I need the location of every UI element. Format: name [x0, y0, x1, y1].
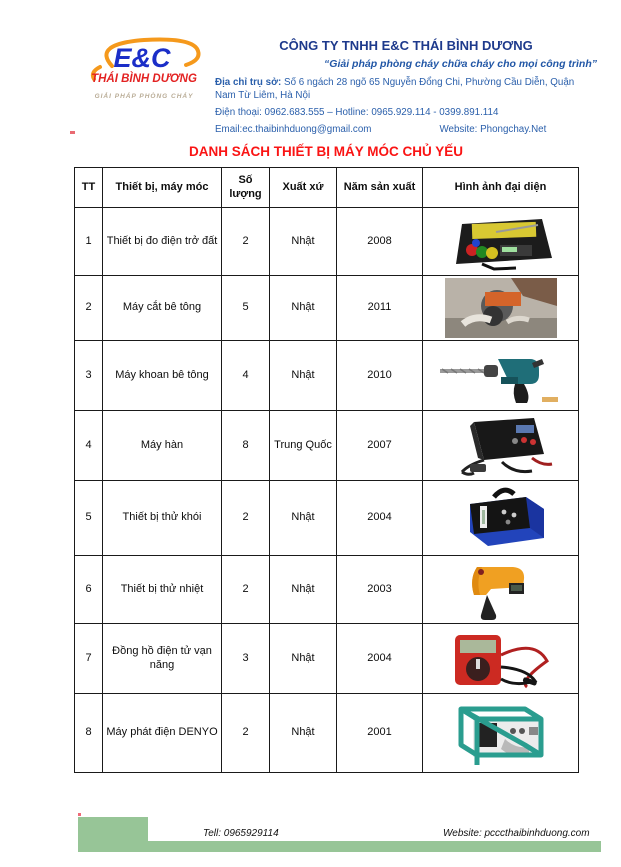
equipment-origin: Nhật [270, 341, 337, 411]
equipment-qty: 3 [222, 624, 270, 694]
footer-green-block [78, 817, 148, 852]
company-logo [82, 34, 212, 108]
email-text: Email:ec.thaibinhduong@gmail.com [215, 123, 372, 135]
equipment-year: 2011 [337, 276, 423, 341]
welding-machine-photo [425, 414, 576, 478]
equipment-origin: Trung Quốc [270, 411, 337, 481]
row-index: 4 [75, 411, 103, 481]
company-slogan: “Giải pháp phòng cháy chữa cháy cho mọi công trình” [324, 58, 597, 70]
earth-resistance-tester-photo [425, 212, 576, 272]
equipment-photo-cell [423, 276, 579, 341]
equipment-origin: Nhật [270, 694, 337, 773]
logo-brand-text: E&C [113, 43, 171, 73]
equipment-qty: 2 [222, 556, 270, 624]
smoke-tester-photo [425, 484, 576, 552]
table-row [75, 694, 579, 773]
col-header-origin: Xuất xứ [270, 168, 337, 208]
infrared-thermometer-photo [425, 559, 576, 621]
website-text: Website: Phongchay.Net [439, 123, 547, 135]
page-title: DANH SÁCH THIẾT BỊ MÁY MÓC CHỦ YẾU [188, 144, 463, 159]
col-header-name: Thiết bị, máy móc [103, 168, 222, 208]
footer-green-bar [148, 841, 601, 852]
equipment-name: Máy phát điện DENYO [103, 694, 222, 773]
equipment-name: Máy hàn [103, 411, 222, 481]
equipment-year: 2003 [337, 556, 423, 624]
row-index: 2 [75, 276, 103, 341]
equipment-year: 2007 [337, 411, 423, 481]
equipment-photo-cell [423, 411, 579, 481]
equipment-qty: 5 [222, 276, 270, 341]
red-mark [70, 131, 75, 134]
col-header-photo: Hình ảnh đại diện [423, 168, 579, 208]
equipment-qty: 8 [222, 411, 270, 481]
equipment-year: 2004 [337, 481, 423, 556]
equipment-qty: 2 [222, 694, 270, 773]
row-index: 6 [75, 556, 103, 624]
company-name: CÔNG TY TNHH E&C THÁI BÌNH DƯƠNG [279, 38, 533, 53]
equipment-photo-cell [423, 694, 579, 773]
red-mark [78, 813, 81, 816]
address-label: Địa chỉ trụ sở: [215, 77, 282, 88]
table-row [75, 411, 579, 481]
equipment-year: 2008 [337, 208, 423, 276]
equipment-qty: 2 [222, 481, 270, 556]
contact-line [215, 124, 597, 137]
equipment-year: 2004 [337, 624, 423, 694]
equipment-origin: Nhật [270, 624, 337, 694]
equipment-year: 2001 [337, 694, 423, 773]
concrete-cutter-photo [425, 278, 576, 338]
equipment-qty: 2 [222, 208, 270, 276]
equipment-photo-cell [423, 624, 579, 694]
address-line [215, 77, 597, 103]
equipment-table [74, 167, 579, 773]
row-index: 3 [75, 341, 103, 411]
logo-tagline-text: GIẢI PHÁP PHÒNG CHÁY [94, 93, 194, 100]
equipment-photo-cell [423, 341, 579, 411]
row-index: 7 [75, 624, 103, 694]
equipment-year: 2010 [337, 341, 423, 411]
generator-photo [425, 697, 576, 769]
equipment-photo-cell [423, 556, 579, 624]
hammer-drill-photo [425, 345, 576, 407]
equipment-origin: Nhật [270, 276, 337, 341]
table-row [75, 556, 579, 624]
multimeter-photo [425, 629, 576, 689]
equipment-photo-cell [423, 208, 579, 276]
address-text: Số 6 ngách 28 ngõ 65 Nguyễn Đổng Chi, Phường Cầu Diễn, Quận Nam Từ Liêm, Hà Nội [215, 77, 575, 101]
footer-website-text: Website: pcccthaibinhduong.com [443, 828, 590, 839]
equipment-origin: Nhật [270, 208, 337, 276]
row-index: 8 [75, 694, 103, 773]
table-row [75, 208, 579, 276]
logo-graphic [82, 34, 212, 108]
table-row [75, 276, 579, 341]
table-row [75, 481, 579, 556]
table-row [75, 624, 579, 694]
equipment-origin: Nhật [270, 481, 337, 556]
row-index: 5 [75, 481, 103, 556]
letterhead [215, 38, 597, 137]
equipment-qty: 4 [222, 341, 270, 411]
logo-subtitle-text: THÁI BÌNH DƯƠNG [91, 73, 197, 85]
equipment-name: Máy khoan bê tông [103, 341, 222, 411]
phone-line: Điện thoại: 0962.683.555 – Hotline: 0965.929.114 - 0399.891.114 [215, 106, 499, 118]
equipment-origin: Nhật [270, 556, 337, 624]
row-index: 1 [75, 208, 103, 276]
equipment-name: Thiết bị thử khói [103, 481, 222, 556]
footer-tel-text: Tell: 0965929114 [203, 828, 279, 839]
col-header-qty: Số lượng [222, 168, 270, 208]
equipment-name: Đồng hồ điện tử vạn năng [103, 624, 222, 694]
col-header-year: Năm sản xuất [337, 168, 423, 208]
equipment-photo-cell [423, 481, 579, 556]
equipment-name: Thiết bị đo điện trở đất [103, 208, 222, 276]
equipment-name: Thiết bị thử nhiệt [103, 556, 222, 624]
col-header-tt: TT [75, 168, 103, 208]
table-row [75, 341, 579, 411]
table-header-row [75, 168, 579, 208]
equipment-name: Máy cắt bê tông [103, 276, 222, 341]
